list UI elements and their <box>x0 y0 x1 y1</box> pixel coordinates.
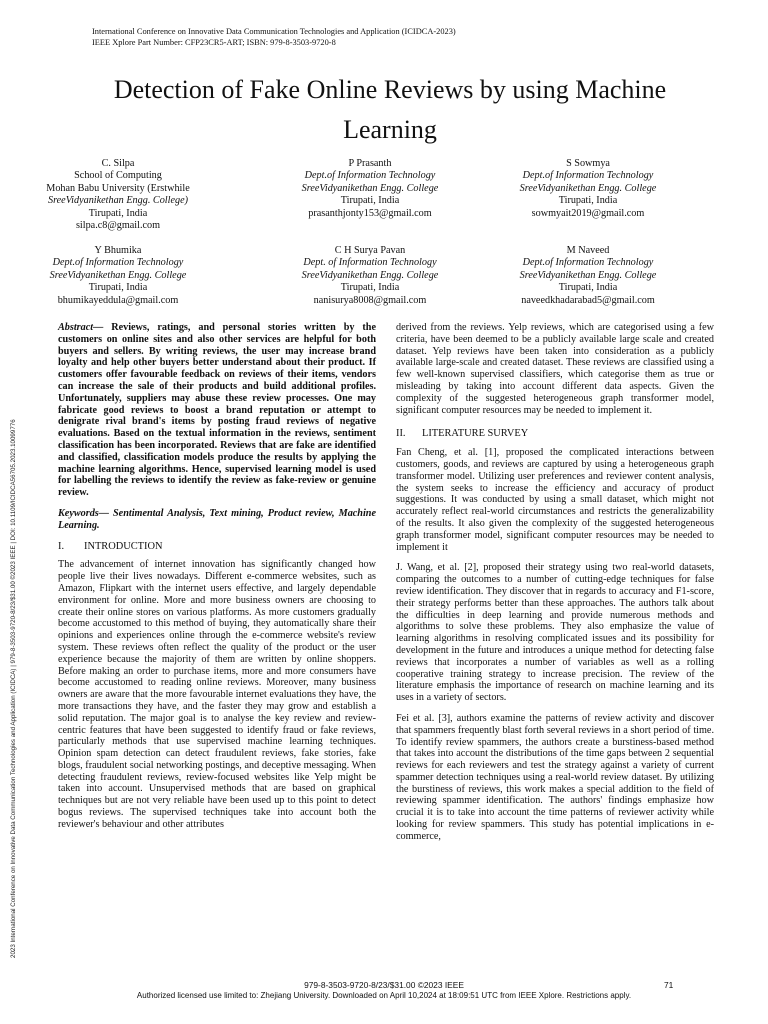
intro-continued: derived from the reviews. Yelp reviews, which are categorised using a few criteria, have been deemed to be a publicly available large scale and created dataset. Yelp reviews have been taken into consideration as a publicly available large-scale and created dataset. These reviews are classified using a few well-known supervised classifiers, which categorise them as true or misleading by taking into account different data aspects. Given the complexity of the suggested heterogeneous graph transformer model, significant computer resources may be needed to implement it. <box>396 322 714 416</box>
author-city: Tirupati, India <box>558 282 618 294</box>
author-name: C H Surya Pavan <box>334 245 406 256</box>
author-email: nanisurya8008@gmail.com <box>313 294 427 306</box>
left-column <box>58 322 376 840</box>
author-city: Tirupati, India <box>340 195 400 207</box>
author-name: M Naveed <box>566 245 610 256</box>
author-block <box>490 245 686 307</box>
section-title: LITERATURE SURVEY <box>422 428 529 440</box>
conference-header <box>92 26 456 48</box>
abstract-text: Reviews, ratings, and personal stories written by the customers on online sites and also other services are helpful for both buyers and sellers. By writing reviews, the user may increase brand loyalty and help other buyers better understand about their product. If customers offer favourable feedback on reviews of their items, vendors can increase the sale of their products and build additional profiles. Unfortunately, suppliers may abuse these review processes. One may fabricate good reviews to boost a brand reputation or attempt to denigrate rival brand's items by posting fraud reviews of negative evaluations. Based on the textual information in the reviews, sentiment classification has been incorporated. Reviews that are fake are identified and classified, classification models produce the results by applying the machine learning algorithms. Hence, supervised learning model is used for labelling the reviews to identify the review as fake-review or genuine review. <box>58 322 376 499</box>
abstract <box>58 322 376 499</box>
paper-title: Detection of Fake Online Reviews by using Machine Learning <box>113 75 667 144</box>
keywords-label: Keywords— <box>58 507 109 519</box>
author-city: Tirupati, India <box>558 195 618 207</box>
conference-name: International Conference on Innovative Data Communication Technologies and Application (ICIDCA-2023) <box>92 27 456 36</box>
author-affiliation: SreeVidyanikethan Engg. College <box>301 182 439 194</box>
author-name: S Sowmya <box>566 158 610 169</box>
author-affiliation: Mohan Babu University (Erstwhile <box>46 182 190 194</box>
author-email: naveedkhadarabad5@gmail.com <box>521 294 655 306</box>
section-number: II. <box>396 428 406 440</box>
author-city: Tirupati, India <box>340 282 400 294</box>
author-affiliation: Dept.of Information Technology <box>522 257 654 269</box>
section-heading <box>396 428 714 440</box>
copyright: 979-8-3503-9720-8/23/$31.00 ©2023 IEEE <box>304 980 464 990</box>
section-title: INTRODUCTION <box>84 540 163 552</box>
abstract-label: Abstract— <box>58 322 104 333</box>
author-block <box>20 245 216 307</box>
author-affiliation: SreeVidyanikethan Engg. College <box>301 269 439 281</box>
side-doi-text: 2023 International Conference on Innovative Data Communication Technologies and Application (ICIDCA) | 979-8-3503-9720-8/23/$31.00 ©2023 IEEE | DOI: 10.1109/ICIDCA56705.2023.10099776 <box>10 419 17 958</box>
author-name: P Prasanth <box>348 158 392 169</box>
license-notice: Authorized licensed use limited to: Zhejiang University. Downloaded on April 10,2024 at 18:09:51 UTC from IEEE Xplore. Restrictions apply. <box>136 991 632 1000</box>
page-number: 71 <box>664 980 674 990</box>
author-name: C. Silpa <box>101 158 135 169</box>
author-affiliation: Dept. of Information Technology <box>303 257 437 269</box>
keywords-text: Sentimental Analysis, Text mining, Product review, Machine Learning. <box>58 507 376 531</box>
author-block <box>272 158 468 220</box>
author-affiliation: SreeVidyanikethan Engg. College <box>519 269 657 281</box>
lit-paragraph: Fan Cheng, et al. [1], proposed the complicated interactions between customers, goods, and reviews are captured by using a heterogeneous graph transformer model. Utilizing user preferences and reviewer content analysis, the system seeks to increase the efficiency and accuracy of product suggestions. It was conducted by using a small dataset, which might not accurately reflect real-world circumstances and restricts the generalizability of the results. It also given the complexity of the suggested heterogeneous graph transformer model, significant computer resources may be needed to implement it <box>396 447 714 553</box>
author-affiliation: School of Computing <box>74 170 162 182</box>
author-email: silpa.c8@gmail.com <box>75 220 161 232</box>
author-affiliation: Dept.of Information Technology <box>522 170 654 182</box>
author-email: bhumikayeddula@gmail.com <box>57 294 179 306</box>
author-affiliation: Dept.of Information Technology <box>52 257 184 269</box>
author-block <box>272 245 468 307</box>
author-affiliation: Dept.of Information Technology <box>304 170 436 182</box>
keywords <box>58 508 376 532</box>
author-block <box>20 158 216 232</box>
lit-paragraph: J. Wang, et al. [2], proposed their strategy using two real-world datasets, comparing the outcomes to a number of cutting-edge techniques for false review identification. They discover that in regards to accuracy and F1-score, their strategy performs better than these approaches. The authors talk about the difficulties in deep learning and provide numerous methods and algorithms to solve these problems. They also emphasize the value of learning algorithms in resolving complicated issues and its possibility for development in the future and introduces a unique method for detecting false reviews that incorporates a number of variables as well as a rolling cooperative training strategy to increase precision. The review of the literature emphasis the importance of research on machine learning and its uses in a variety of sectors. <box>396 562 714 704</box>
author-email: prasanthjonty153@gmail.com <box>308 207 432 219</box>
intro-paragraph: The advancement of internet innovation has significantly changed how people live their lives nowadays. Different e-commerce websites, such as Amazon, Flipkart with the internet users effective, and largely dependable environment for online. More and more business owners are choosing to create their online stores on various platforms. As more customers gradually become accustomed to this method of buying, they automatically share their opinions and experiences online through the e-commerce website's review system. These reviews often reflect the quality of the product or the user experience because the majority of them are written by online shoppers. Before making an order to purchase items, more and more consumers have become accustomed to reading online reviews. Moreover, many business owners are aware that the more favourable internet evaluations they have, the more transactions they have, and the faster they may grow and establish a solid reputation. The major goal is to analyse the key review and review-centric features that have been suggested to identify fraud or fake reviews, particularly methods that use supervised machine learning techniques. Opinion spam detection can detect fraudulent reviews, fake stories, fake blogs, fraudulent social networking postings, and deceptive messaging. When detecting fraudulent reviews, review-focused websites like Yelp might be taken into account. Unsupervised methods that are based on graphical techniques but are not very reliable have been used up to this point to detect bogus reviews. The supervised techniques take into account both the reviewer's behaviour and other attributes <box>58 559 376 830</box>
author-affiliation: SreeVidyanikethan Engg. College <box>519 182 657 194</box>
author-affiliation: SreeVidyanikethan Engg. College <box>49 269 187 281</box>
author-affiliation: SreeVidyanikethan Engg. College) <box>47 195 189 207</box>
author-city: Tirupati, India <box>88 282 148 294</box>
right-column <box>396 322 714 852</box>
lit-paragraph: Fei et al. [3], authors examine the patterns of review activity and discover that spammers frequently blast forth several reviews in a short period of time. To identify review spammers, the authors create a burstiness-based method that takes into account the distributions of the time gaps between 2 sequential reviews for each reviewers and test the strategy against a variety of current spammer detection techniques using a real-world review dataset. By utilizing the burstiness of reviews, this work makes a special addition to the field of reviewing spammer identification. The authors' findings emphasize how crucial it is to take into account the time patterns of reviewer activity while looking for review spammers. This study has potential implications in e-commerce, <box>396 712 714 842</box>
author-city: Tirupati, India <box>88 207 148 219</box>
author-name: Y Bhumika <box>94 245 142 256</box>
section-number: I. <box>58 540 65 552</box>
section-heading <box>58 541 376 553</box>
author-email: sowmyait2019@gmail.com <box>531 207 645 219</box>
author-block <box>490 158 686 220</box>
part-number: IEEE Xplore Part Number: CFP23CR5-ART; ISBN: 979-8-3503-9720-8 <box>92 38 336 47</box>
